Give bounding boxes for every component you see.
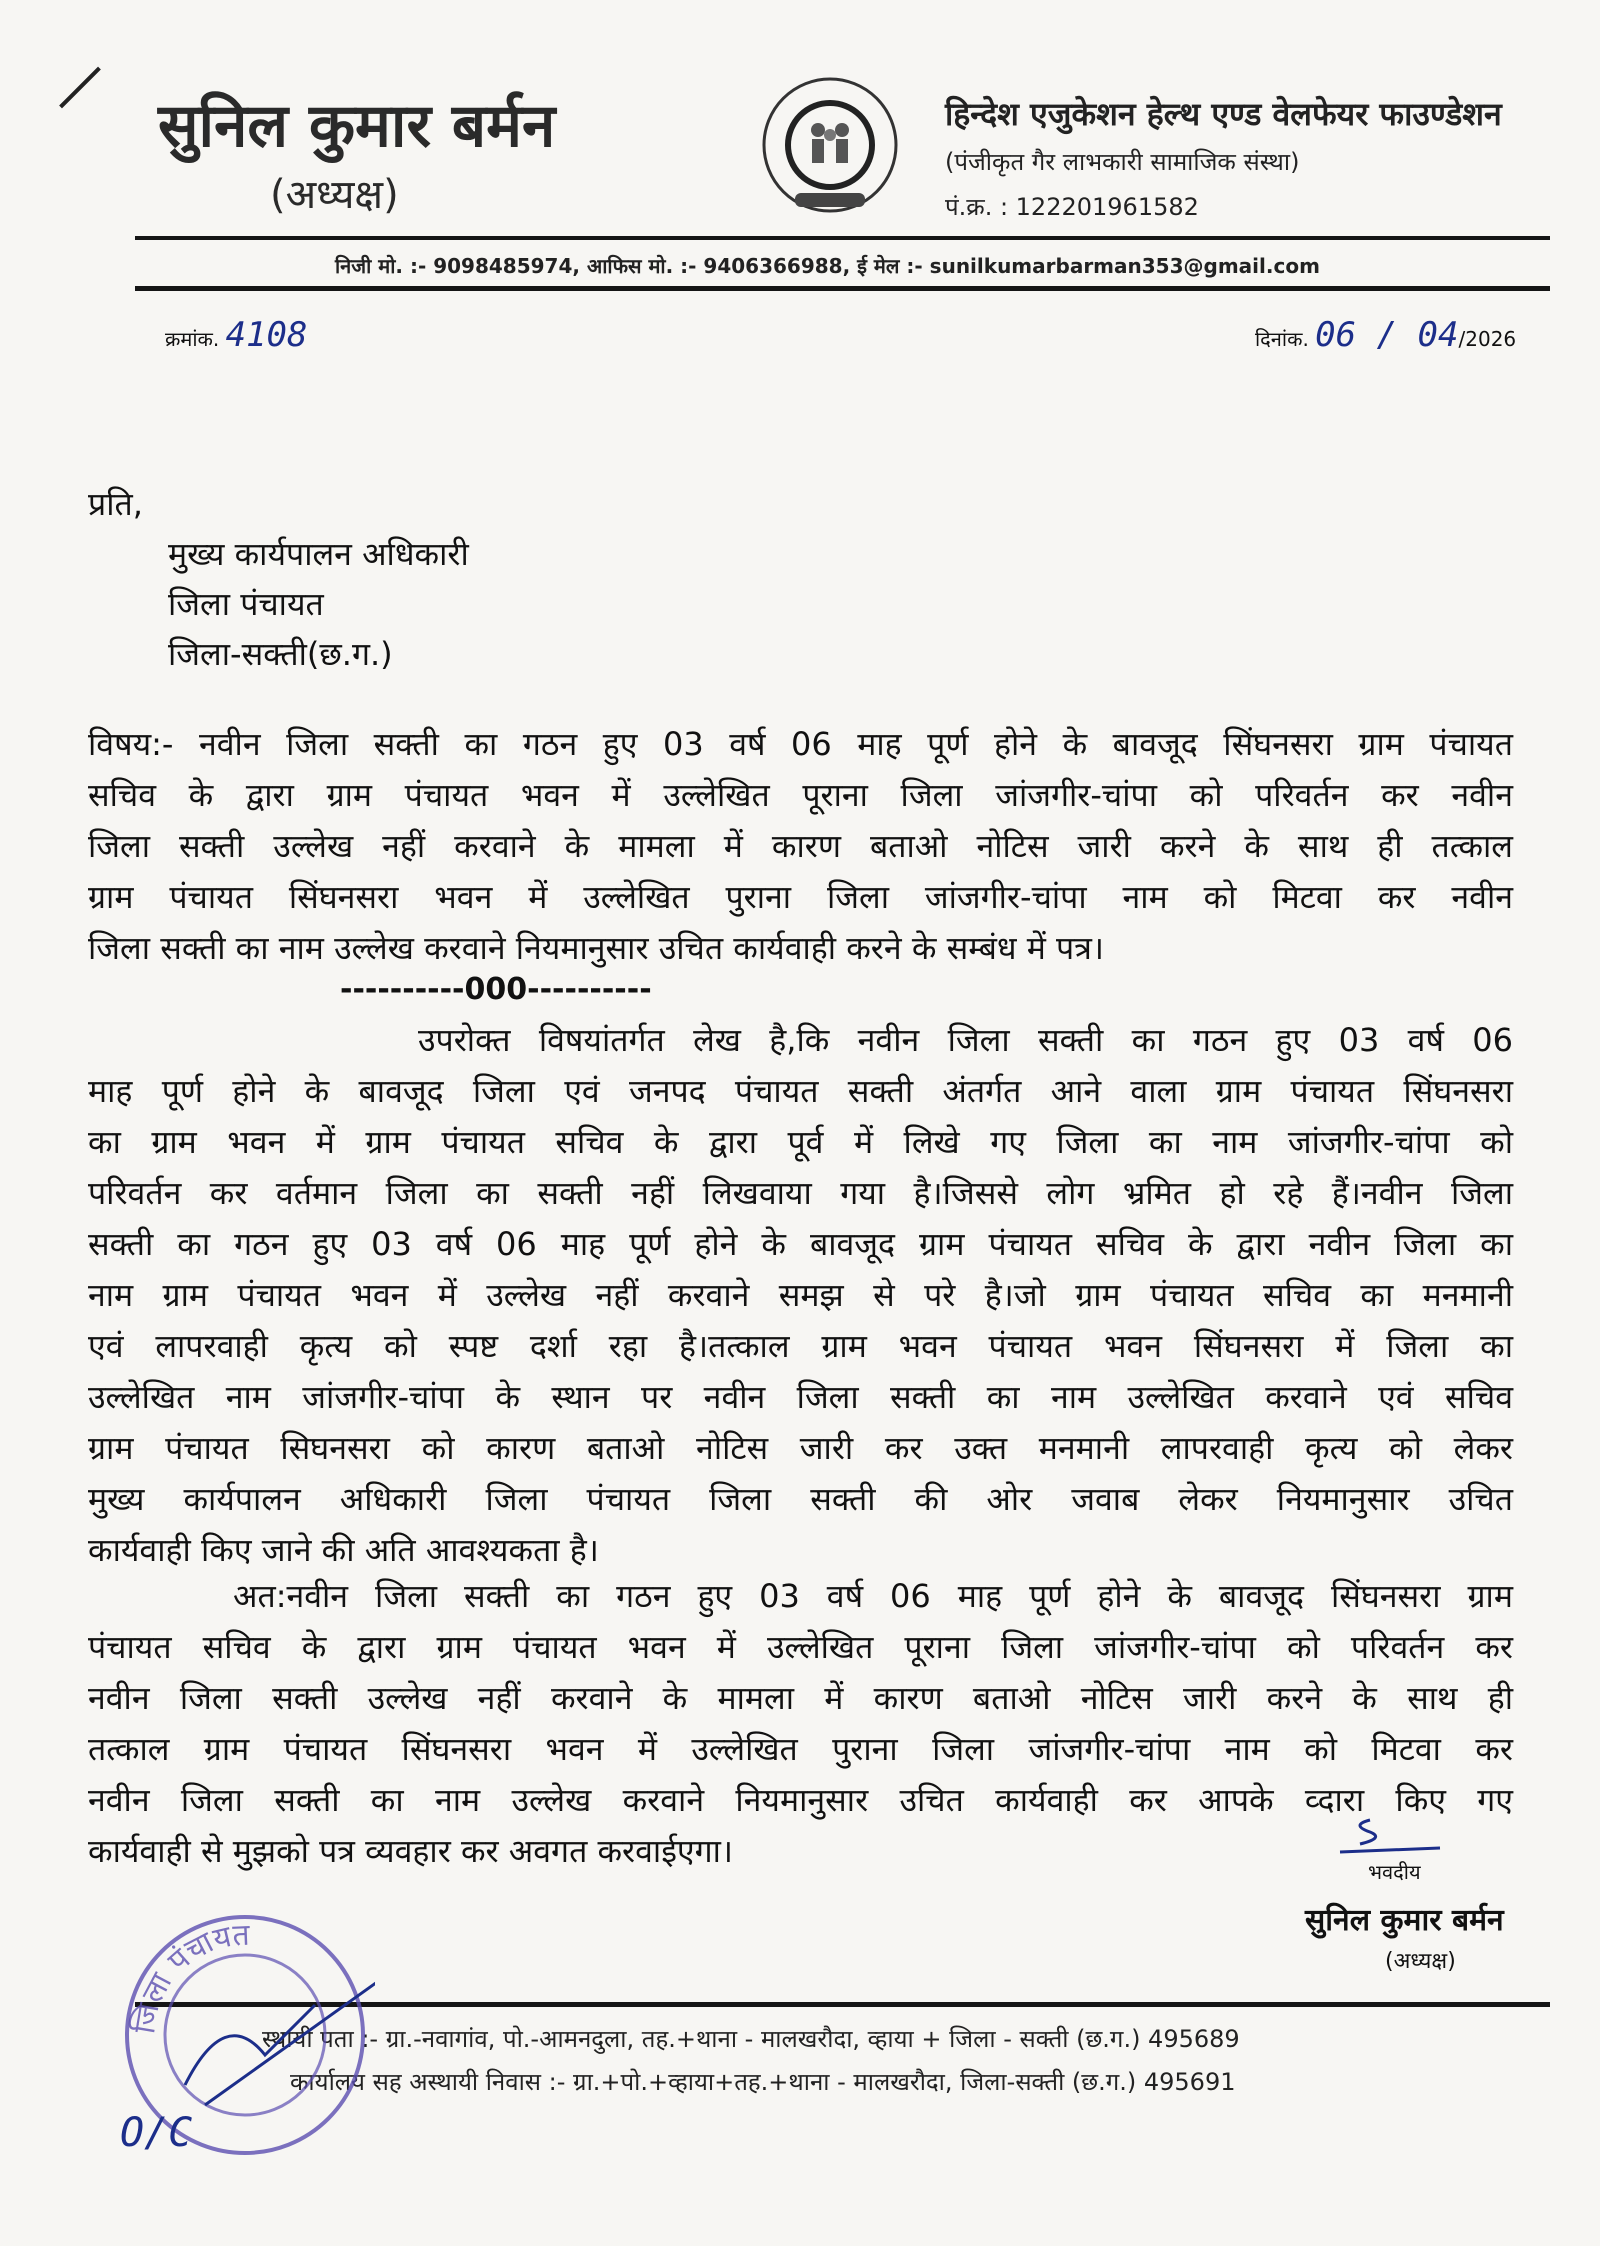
date-month: 04 [1417, 315, 1459, 355]
text-line: जिला सक्ती का नाम उल्लेख करवाने नियमानुसार उचित कार्यवाही करने के सम्बंध में पत्र। [88, 929, 1105, 967]
signature-scribble [1330, 1810, 1450, 1860]
date-label: दिनांक. [1255, 327, 1309, 351]
reference-value: 4108 [225, 315, 308, 355]
text-line: कार्यवाही किए जाने की अति आवश्यकता है। [88, 1531, 599, 1569]
text-line: का ग्राम भवन में ग्राम पंचायत सचिव के द्वारा पूर्व में लिखे गए जिला का नाम जांजगीर-चांपा को [88, 1123, 1513, 1161]
text-line: नवीन जिला सक्ती उल्लेख नहीं करवाने के मामला में कारण बताओ नोटिस जारी करने के साथ ही [88, 1679, 1513, 1717]
text-line: एवं लापरवाही कृत्य को स्पष्ट दर्शा रहा है।तत्काल ग्राम भवन पंचायत भवन सिंघनसरा में जिला का [88, 1327, 1513, 1365]
letter-date: दिनांक. 06 / 04/2026 [1255, 315, 1517, 355]
office-address: कार्यालय सह अस्थायी निवास :- ग्रा.+पो.+व्हाया+तह.+थाना - मालखरौदा, जिला-सक्ती (छ.ग.) 495691 [290, 2068, 1236, 2096]
date-year: /2026 [1458, 327, 1517, 351]
text-line: नवीन जिला सक्ती का नाम उल्लेख करवाने नियमानुसार उचित कार्यवाही कर आपके व्दारा किए गए [88, 1781, 1513, 1819]
org-subtitle: (पंजीकृत गैर लाभकारी सामाजिक संस्था) [945, 148, 1300, 176]
text-line: विषय:- नवीन जिला सक्ती का गठन हुए 03 वर्ष 06 माह पूर्ण होने के बावजूद सिंघनसरा ग्राम पंचायत [88, 725, 1513, 763]
text-line: ग्राम पंचायत सिंघनसरा भवन में उल्लेखित पुराना जिला जांजगीर-चांपा नाम को मिटवा कर नवीन [88, 878, 1513, 916]
text-line: पंचायत सचिव के द्वारा ग्राम पंचायत भवन में उल्लेखित पूराना जिला जांजगीर-चांपा को परिवर्तन कर [88, 1628, 1513, 1666]
handwritten-note: O/C [120, 2110, 193, 2156]
divider [135, 286, 1550, 291]
date-day: 06 [1315, 315, 1357, 355]
text-line: अत:नवीन जिला सक्ती का गठन हुए 03 वर्ष 06 माह पूर्ण होने के बावजूद सिंघनसरा ग्राम [233, 1577, 1513, 1615]
signatory-designation: (अध्यक्ष) [1385, 1949, 1456, 1974]
stamp-text: जिला पंचायत [127, 1917, 251, 2037]
divider [135, 236, 1550, 240]
slash-mark [59, 67, 101, 109]
text-line: परिवर्तन कर वर्तमान जिला का सक्ती नहीं लिखवाया गया है।जिससे लोग भ्रमित हो रहे हैं।नवीन जिला [88, 1174, 1513, 1212]
recipient-prefix: प्रति, [88, 485, 143, 523]
signatory-name: सुनिल कुमार बर्मन [1305, 1903, 1504, 1938]
recipient-line: जिला पंचायत [168, 585, 324, 623]
registration-number: पं.क्र. : 122201961582 [945, 193, 1199, 221]
org-name: हिन्देश एजुकेशन हेल्थ एण्ड वेलफेयर फाउण्डेशन [945, 95, 1502, 133]
letterhead-designation: (अध्यक्ष) [270, 172, 399, 218]
text-line: माह पूर्ण होने के बावजूद जिला एवं जनपद पंचायत सक्ती अंतर्गत आने वाला ग्राम पंचायत सिंघनसरा [88, 1072, 1513, 1110]
letterhead-name: सुनिल कुमार बर्मन [158, 91, 556, 161]
recipient-line: मुख्य कार्यपालन अधिकारी [168, 535, 469, 573]
text-line: सचिव के द्वारा ग्राम पंचायत भवन में उल्लेखित पूराना जिला जांजगीर-चांपा को परिवर्तन कर नवीन [88, 776, 1513, 814]
separator: ----------000---------- [340, 972, 652, 1007]
text-line: उपरोक्त विषयांतर्गत लेख है,कि नवीन जिला सक्ती का गठन हुए 03 वर्ष 06 [418, 1021, 1513, 1059]
text-line: जिला सक्ती उल्लेख नहीं करवाने के मामला में कारण बताओ नोटिस जारी करने के साथ ही तत्काल [88, 827, 1513, 865]
text-line: तत्काल ग्राम पंचायत सिंघनसरा भवन में उल्लेखित पुराना जिला जांजगीर-चांपा नाम को मिटवा कर [88, 1730, 1513, 1768]
text-line: मुख्य कार्यपालन अधिकारी जिला पंचायत जिला सक्ती की ओर जवाब लेकर नियमानुसार उचित [88, 1480, 1513, 1518]
text-line: नाम ग्राम पंचायत भवन में उल्लेख नहीं करवाने समझ से परे है।जो ग्राम पंचायत सचिव का मनमानी [88, 1276, 1513, 1314]
text-line: उल्लेखित नाम जांजगीर-चांपा के स्थान पर नवीन जिला सक्ती का नाम उल्लेखित करवाने एवं सचिव [88, 1378, 1513, 1416]
closing: भवदीय [1368, 1860, 1421, 1884]
reference-number [165, 315, 307, 355]
recipient-line: जिला-सक्ती(छ.ग.) [168, 635, 393, 673]
contact-line: निजी मो. :- 9098485974, आफिस मो. :- 9406366988, ई मेल :- sunilkumarbarman353@gmail.com [335, 254, 1320, 278]
text-line: कार्यवाही से मुझको पत्र व्यवहार कर अवगत करवाईएगा। [88, 1832, 734, 1870]
reference-label: क्रमांक. [165, 327, 220, 351]
permanent-address: स्थायी पता :- ग्रा.-नवागांव, पो.-आमनदुला, तह.+थाना - मालखरौदा, व्हाया + जिला - सक्ती (छ.ग.) 495689 [262, 2025, 1240, 2053]
text-line: सक्ती का गठन हुए 03 वर्ष 06 माह पूर्ण होने के बावजूद ग्राम पंचायत सचिव के द्वारा नवीन जिला का [88, 1225, 1513, 1263]
foundation-logo [760, 75, 900, 215]
text-line: ग्राम पंचायत सिघनसरा को कारण बताओ नोटिस जारी कर उक्त मनमानी लापरवाही कृत्य को लेकर [88, 1429, 1513, 1467]
